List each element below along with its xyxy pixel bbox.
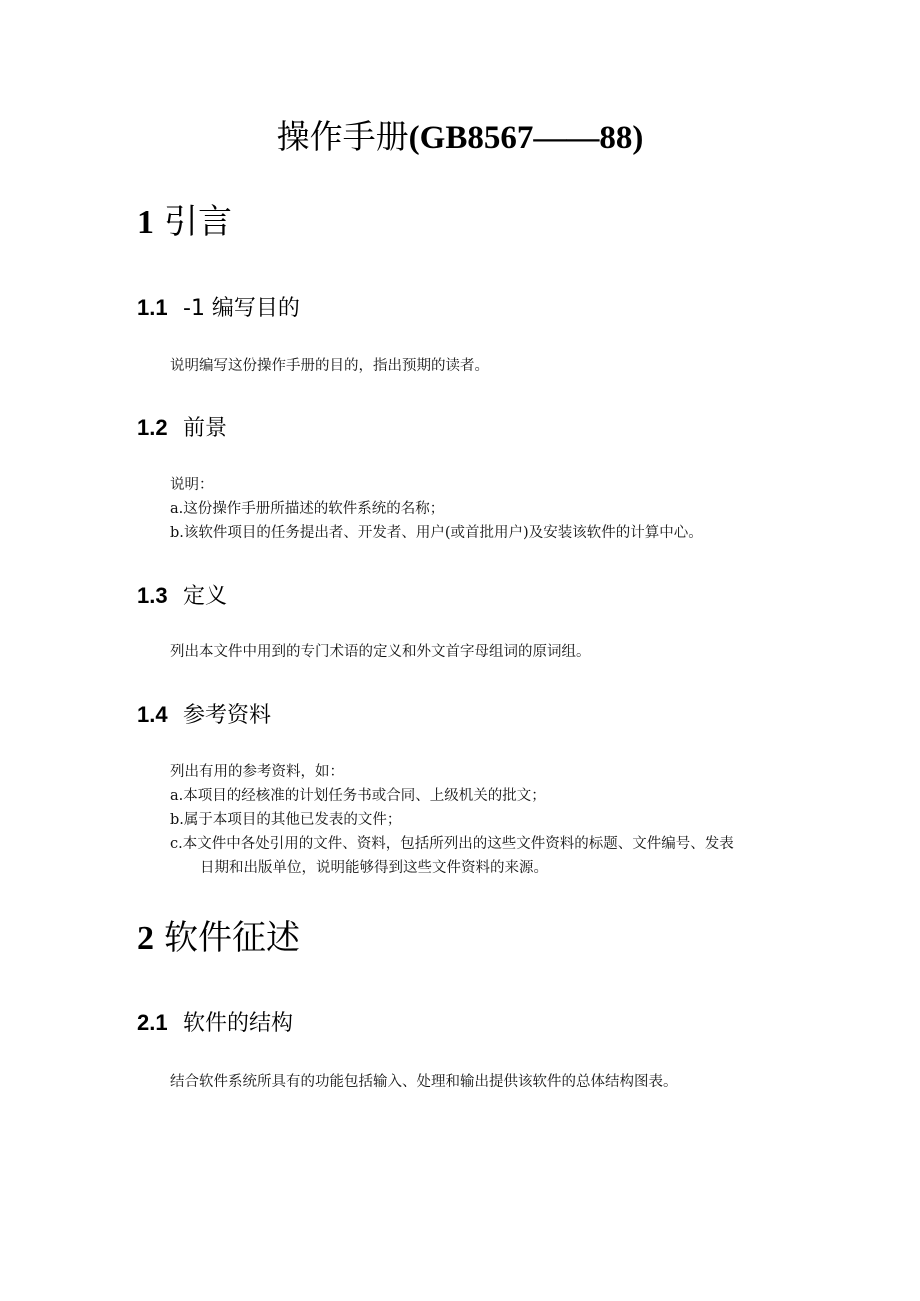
document-title <box>0 114 920 161</box>
paragraph-1-4 <box>170 760 734 880</box>
subsection-number: 2.1 <box>137 1010 168 1035</box>
subsection-heading-1-1 <box>137 293 300 324</box>
subsection-title: 参考资料 <box>183 703 272 728</box>
text-line: 列出有用的参考资料，如： <box>170 764 344 780</box>
paragraph-1-1 <box>170 354 489 378</box>
subsection-heading-1-3 <box>137 581 227 612</box>
section-heading-1 <box>137 200 232 245</box>
text-line: 列出本文件中用到的专门术语的定义和外文首字母组词的原词组。 <box>170 644 591 660</box>
section-title: 软件征述 <box>164 918 300 958</box>
paragraph-1-2 <box>170 473 703 545</box>
list-item: b.该软件项目的任务提出者、开发者、用户(或首批用户)及安装该软件的计算中心。 <box>170 525 703 541</box>
subsection-title: -1 编写目的 <box>183 296 300 321</box>
subsection-heading-1-2 <box>137 413 227 444</box>
subsection-number: 1.4 <box>137 702 168 727</box>
section-title: 引言 <box>164 202 232 242</box>
subsection-title: 定义 <box>183 584 228 609</box>
document-title-standard: (GB8567——88) <box>408 120 644 156</box>
subsection-title: 软件的结构 <box>183 1011 294 1036</box>
text-line: 说明编写这份操作手册的目的，指出预期的读者。 <box>170 358 489 374</box>
subsection-title: 前景 <box>183 416 228 441</box>
text-line: 说明： <box>170 477 214 493</box>
list-item-continuation: 日期和出版单位，说明能够得到这些文件资料的来源。 <box>200 860 548 876</box>
list-item: b.属于本项目的其他已发表的文件； <box>170 812 402 828</box>
paragraph-2-1 <box>170 1070 678 1094</box>
document-title-cjk: 操作手册 <box>276 117 409 156</box>
list-item: a.本项目的经核准的计划任务书或合同、上级机关的批文； <box>170 788 546 804</box>
subsection-heading-2-1 <box>137 1008 293 1039</box>
section-number: 2 <box>137 920 154 957</box>
section-number: 1 <box>137 204 154 241</box>
text-line: 结合软件系统所具有的功能包括输入、处理和输出提供该软件的总体结构图表。 <box>170 1074 678 1090</box>
list-item: a.这份操作手册所描述的软件系统的名称； <box>170 501 445 517</box>
subsection-heading-1-4 <box>137 700 271 731</box>
paragraph-1-3 <box>170 640 591 664</box>
subsection-number: 1.3 <box>137 583 168 608</box>
subsection-number: 1.1 <box>137 295 168 320</box>
list-item: c.本文件中各处引用的文件、资料，包括所列出的这些文件资料的标题、文件编号、发表 <box>170 836 734 852</box>
subsection-number: 1.2 <box>137 415 168 440</box>
section-heading-2 <box>137 916 300 961</box>
